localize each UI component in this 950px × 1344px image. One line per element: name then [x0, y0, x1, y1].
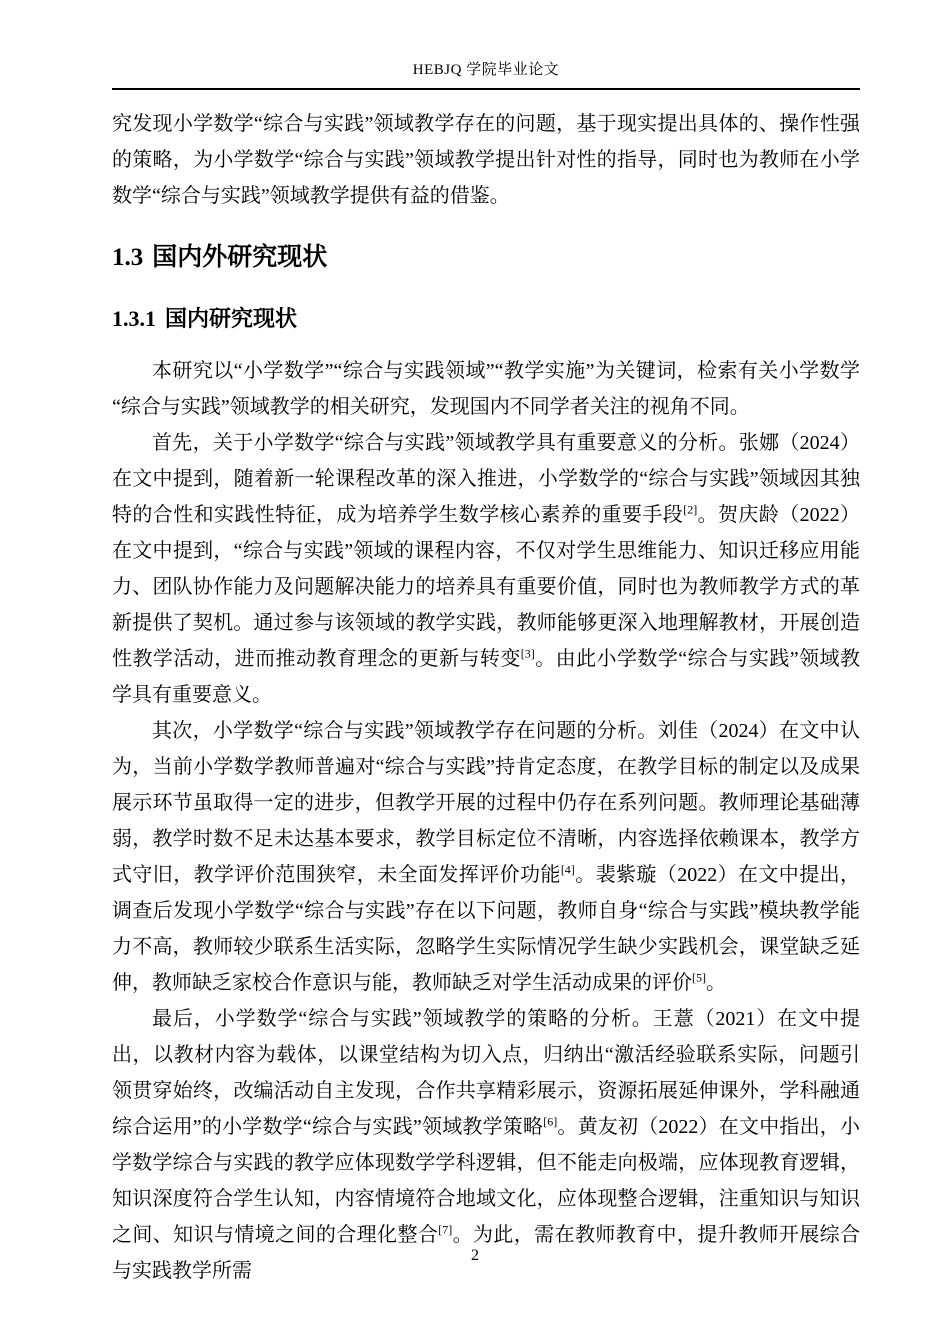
- section-heading-title: 国内外研究现状: [152, 243, 328, 271]
- text-run: 究发现小学数学“综合与实践”领域教学存在的问题，基于现实提出具体的、操作性强的策略，为小学数学“综合与实践”领域教学提出针对性的指导，同时也为教师在小学数学“综合与实践”领域教学提供有益的借鉴。: [112, 113, 860, 207]
- paragraph: [112, 353, 860, 425]
- citation-ref: [7]: [438, 1222, 453, 1237]
- text-run: 。裴紫璇（2022）在文中提出，调查后发现小学数学“综合与实践”存在以下问题，教师自身“综合与实践”模块教学能力不高，教师较少联系生活实际，忽略学生实际情况学生缺少实践机会，课堂缺乏延伸，教师缺乏家校合作意识与能，教师缺乏对学生活动成果的评价: [112, 864, 861, 994]
- paragraph: [112, 713, 860, 1001]
- intro-paragraphs: [112, 106, 860, 214]
- subsection-heading: [112, 305, 860, 333]
- citation-ref: [5]: [692, 970, 706, 985]
- text-run: 。由此小学数学“综合与实践”领域教学具有重要意义。: [112, 648, 860, 706]
- text-run: 其次，小学数学“综合与实践”领域教学存在问题的分析。刘佳（2024）在文中认为，当前小学数学教师普遍对“综合与实践”持肯定态度，在教学目标的制定以及成果展示环节虽取得一定的进步，但教学开展的过程中仍存在系列问题。教师理论基础薄弱，教学时数不足未达基本要求，教学目标定位不清晰，内容选择依赖课本，教学方式守旧，教学评价范围狭窄，未全面发挥评价功能: [112, 720, 860, 886]
- text-run: 。: [706, 972, 726, 994]
- page-header: [112, 60, 860, 90]
- body-paragraphs: [112, 353, 860, 1289]
- citation-ref: [3]: [520, 646, 535, 661]
- text-run: 首先，关于小学数学“综合与实践”领域教学具有重要意义的分析。张娜（2024）在文中提到，随着新一轮课程改革的深入推进，小学数学的“综合与实践”领域因其独特的合性和实践性特征，成为培养学生数学核心素养的重要手段: [112, 432, 860, 526]
- paragraph: [112, 425, 860, 713]
- citation-ref: [4]: [560, 862, 575, 877]
- text-run: 。为此，需在教师教育中，提升教师开展综合与实践教学所需: [112, 1224, 861, 1282]
- text-run: 。贺庆龄（2022）在文中提到，“综合与实践”领域的课程内容，不仅对学生思维能力、知识迁移应用能力、团队协作能力及问题解决能力的培养具有重要价值，同时也为教师教学方式的革新提供了契机。通过参与该领域的教学实践，教师能够更深入地理解教材，开展创造性教学活动，进而推动教育理念的更新与转变: [112, 504, 861, 670]
- section-heading-number: 1.3: [112, 244, 144, 271]
- subsection-heading-title: 国内研究现状: [165, 306, 298, 331]
- citation-ref: [2]: [683, 502, 698, 517]
- header-title: HEBJQ 学院毕业论文: [412, 62, 560, 78]
- section-heading: [112, 240, 860, 275]
- document-content: [112, 106, 860, 1289]
- page-number: 2: [471, 1247, 479, 1264]
- paragraph: [112, 106, 860, 214]
- text-run: 。黄友初（2022）在文中指出，小学数学综合与实践的教学应体现数学学科逻辑，但不能走向极端，应体现教育逻辑，知识深度符合学生认知，内容情境符合地域文化，应体现整合逻辑，注重知识与知识之间、知识与情境之间的合理化整合: [112, 1116, 861, 1246]
- text-run: 本研究以“小学数学”“综合与实践领域”“教学实施”为关键词，检索有关小学数学“综合与实践”领域教学的相关研究，发现国内不同学者关注的视角不同。: [112, 360, 860, 418]
- subsection-heading-number: 1.3.1: [112, 306, 156, 331]
- citation-ref: [6]: [543, 1114, 558, 1129]
- text-run: 最后，小学数学“综合与实践”领域教学的策略的分析。王薏（2021）在文中提出，以教材内容为载体，以课堂结构为切入点，归纳出“激活经验联系实际，问题引领贯穿始终，改编活动自主发现，合作共享精彩展示，资源拓展延伸课外，学科融通综合运用”的小学数学“综合与实践”领域教学策略: [112, 1008, 860, 1138]
